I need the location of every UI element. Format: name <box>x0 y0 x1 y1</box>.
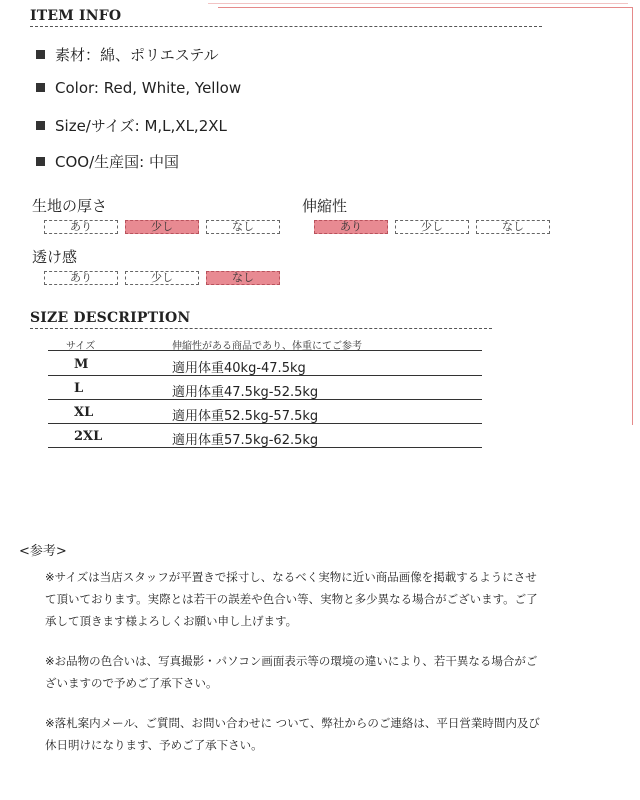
transparency-option-ari: あり <box>44 271 118 285</box>
size-row-l-weight: 適用体重47.5kg-52.5kg <box>172 385 319 400</box>
bullet-square-icon <box>36 83 45 92</box>
bullet-square-icon <box>36 157 45 166</box>
spec-size-text: Size/サイズ: M,L,XL,2XL <box>55 117 227 135</box>
item-info-divider <box>30 26 542 27</box>
reference-note-contact: ※落札案内メール、ご質問、お問い合わせに ついて、弊社からのご連絡は、平日営業時間内及び休日明けになります、予めご了承下さい。 <box>45 716 540 752</box>
thickness-option-sukoshi: 少し <box>125 220 199 234</box>
size-row-m-weight: 適用体重40kg-47.5kg <box>172 361 306 376</box>
spec-color-text: Color: Red, White, Yellow <box>55 79 242 97</box>
size-table-line <box>48 399 482 400</box>
transparency-label: 透け感 <box>32 248 78 266</box>
spec-color <box>36 79 241 97</box>
frame-line-top-light <box>208 3 628 4</box>
item-info-title: ITEM INFO <box>30 8 122 24</box>
spec-size <box>36 115 227 136</box>
spec-material <box>36 44 219 65</box>
size-row-2xl-size: 2XL <box>74 429 103 444</box>
size-row-xl-size: XL <box>74 405 94 420</box>
thickness-option-ari: あり <box>44 220 118 234</box>
bullet-square-icon <box>36 121 45 130</box>
size-table-line <box>48 447 482 448</box>
stretch-option-ari: あり <box>314 220 388 234</box>
size-table-line <box>48 350 482 351</box>
size-row-l-size: L <box>74 381 84 396</box>
size-description-title: SIZE DESCRIPTION <box>30 310 191 326</box>
transparency-option-nashi: なし <box>206 271 280 285</box>
size-row-2xl-weight: 適用体重57.5kg-62.5kg <box>172 433 319 448</box>
size-row-m-size: M <box>74 357 89 372</box>
size-table-header-note: 伸縮性がある商品であり、体重にてご参考 <box>172 341 362 352</box>
size-description-divider <box>30 328 492 329</box>
stretch-option-nashi: なし <box>476 220 550 234</box>
bullet-square-icon <box>36 50 45 59</box>
size-table-line <box>48 375 482 376</box>
reference-note-color: ※お品物の色合いは、写真撮影・パソコン画面表示等の環境の違いにより、若干異なる場合がございますので予めご了承下さい。 <box>45 654 538 690</box>
size-table-line <box>48 423 482 424</box>
stretch-label: 伸縮性 <box>302 197 348 215</box>
spec-material-text: 素材：綿、ポリエステル <box>55 46 219 64</box>
size-table-header-size: サイズ <box>66 341 96 352</box>
frame-line-top <box>218 7 632 8</box>
thickness-option-nashi: なし <box>206 220 280 234</box>
transparency-option-sukoshi: 少し <box>125 271 199 285</box>
reference-note-sizing: ※サイズは当店スタッフが平置きで採寸し、なるべく実物に近い商品画像を掲載するようにさせて頂いております。実際とは若干の誤差や色合い等、実物と多少異なる場合がございます。ご了承して頂きます様よろしくお願い申し上げます。 <box>45 570 538 628</box>
stretch-option-sukoshi: 少し <box>395 220 469 234</box>
thickness-label: 生地の厚さ <box>32 197 108 215</box>
reference-title: <参考> <box>19 544 67 559</box>
spec-origin-text: COO/生産国: 中国 <box>55 153 179 171</box>
size-row-xl-weight: 適用体重52.5kg-57.5kg <box>172 409 319 424</box>
frame-line-right <box>632 7 633 425</box>
spec-origin <box>36 151 179 172</box>
